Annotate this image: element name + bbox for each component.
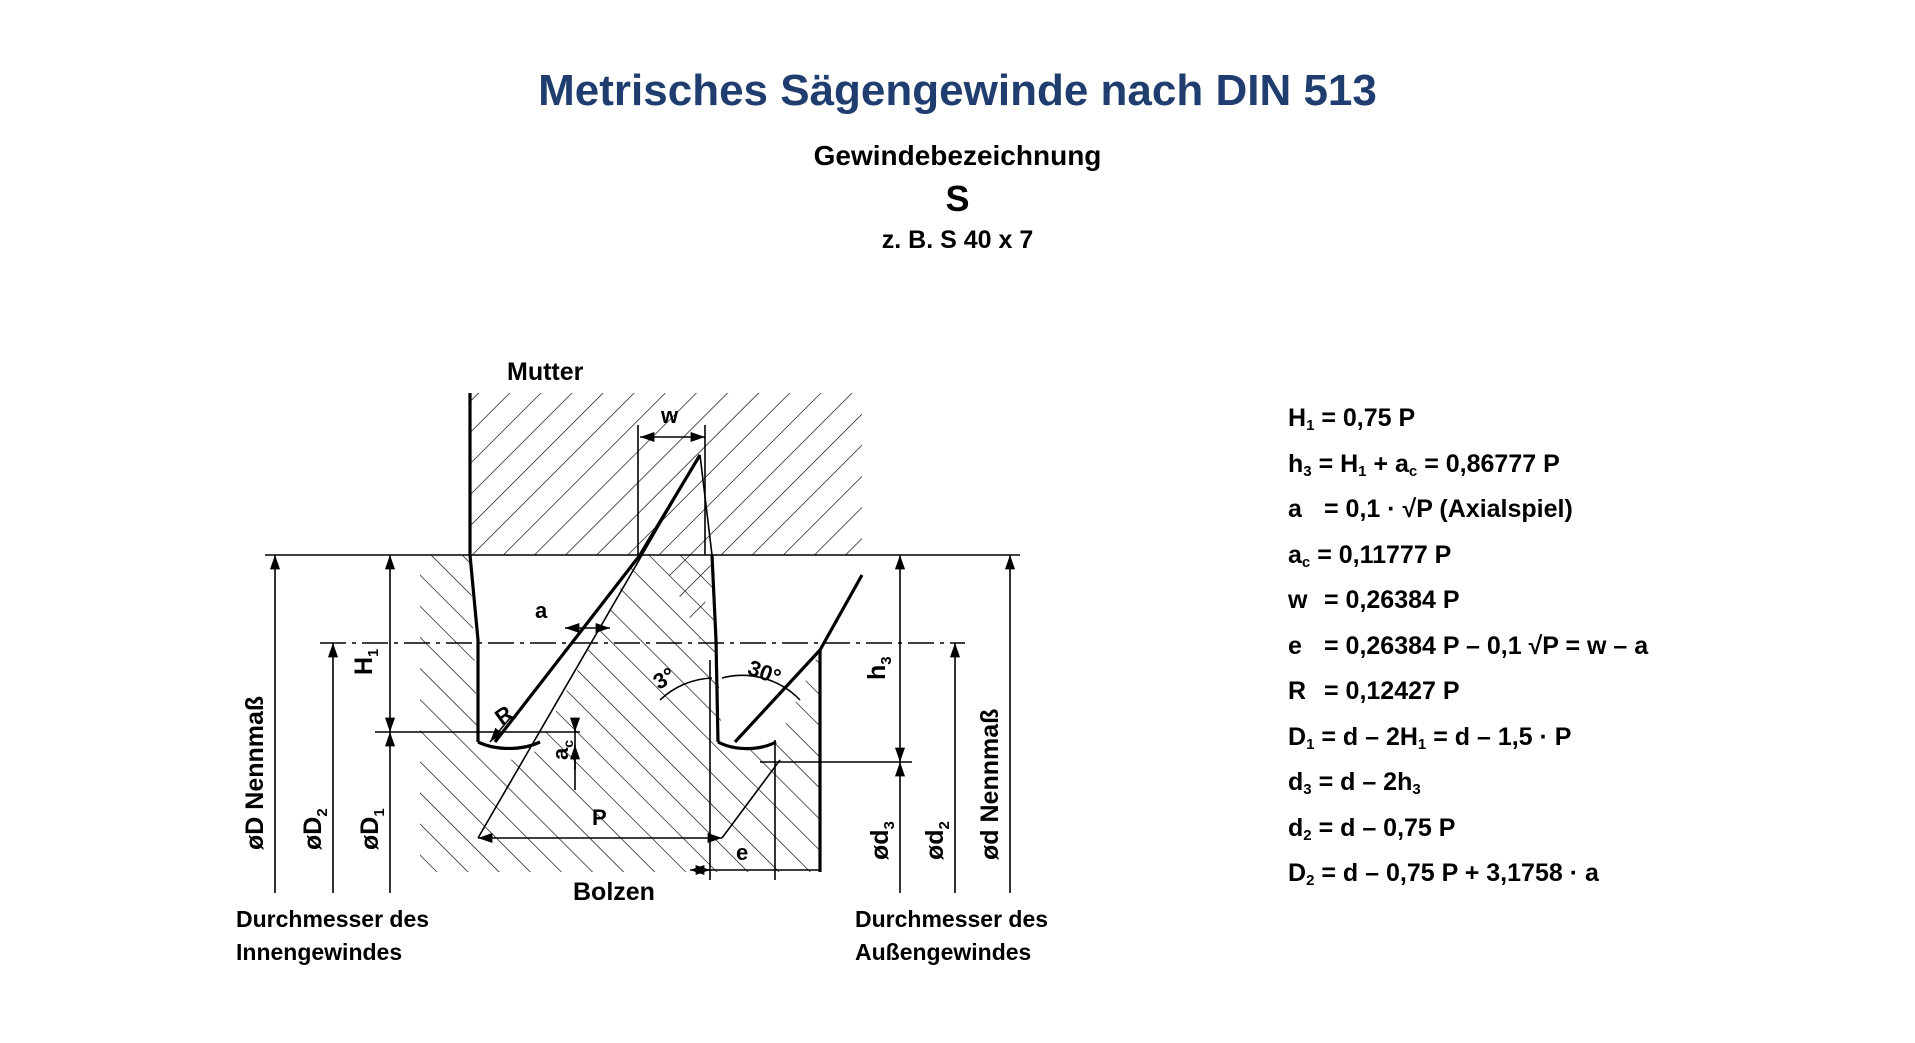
formula-a: a = 0,1 · √P (Axialspiel): [1288, 495, 1573, 523]
outer-thread-caption-2: Außengewindes: [855, 939, 1032, 965]
dim-D1: $øD_1$: [356, 808, 388, 850]
dim-d2: $ød_2$: [921, 821, 953, 860]
formula-D1: $D_1 = d - 2H_1 = d - 1,5 \cdot P$: [1288, 722, 1572, 753]
ac-label: $a_c$: [548, 739, 576, 760]
formula-w: w = 0,26384 P: [1288, 586, 1460, 614]
angle-30-label: 30°: [744, 654, 785, 690]
r-label: R: [490, 700, 518, 730]
formula-list: [1288, 396, 1888, 897]
dim-D2: $øD_2$: [299, 808, 331, 850]
formula-H1: $H_1 = 0,75$ P: [1288, 404, 1416, 434]
dim-d-nominal: ød Nennmaß: [976, 708, 1004, 860]
a-label: a: [535, 598, 548, 623]
formula-d2: $d_2 = d - 0,75$ P: [1288, 813, 1456, 844]
designation-code: S: [945, 178, 970, 219]
bolt-label: Bolzen: [573, 878, 655, 906]
nut-label: Mutter: [507, 358, 584, 386]
formula-d3: $d_3 = d - 2h_3$: [1288, 768, 1421, 798]
page-title: Metrisches Sägengewinde nach DIN 513: [538, 66, 1377, 115]
formula-h3: $h_3 = H_1 + a_c = 0,86777$ P: [1288, 449, 1560, 480]
h3-label: $h_3$: [863, 656, 895, 680]
formula-D2: $D_2 = d - 0,75$ P + 3,1758 · a: [1288, 859, 1599, 889]
w-label: w: [661, 403, 679, 428]
formula-e: e = 0,26384 P – 0,1 √P = w – a: [1288, 631, 1649, 660]
dim-d3: $ød_3$: [866, 821, 898, 860]
formula-ac: $a_c = 0,11777$ P: [1288, 540, 1452, 571]
inner-thread-caption: Durchmesser des: [236, 906, 430, 932]
designation-label: Gewindebezeichnung: [813, 140, 1102, 171]
h1-label: $H_1$: [350, 648, 382, 675]
designation-example: z. B. S 40 x 7: [881, 226, 1034, 254]
outer-thread-caption: Durchmesser des: [855, 906, 1049, 932]
p-label: P: [592, 805, 607, 830]
dim-D-nominal: øD Nennmaß: [241, 695, 269, 850]
e-label: e: [736, 840, 749, 865]
formula-R: R = 0,12427 P: [1288, 677, 1460, 705]
angle-3-label: 3°: [648, 662, 680, 695]
inner-thread-caption-2: Innengewindes: [236, 939, 403, 965]
